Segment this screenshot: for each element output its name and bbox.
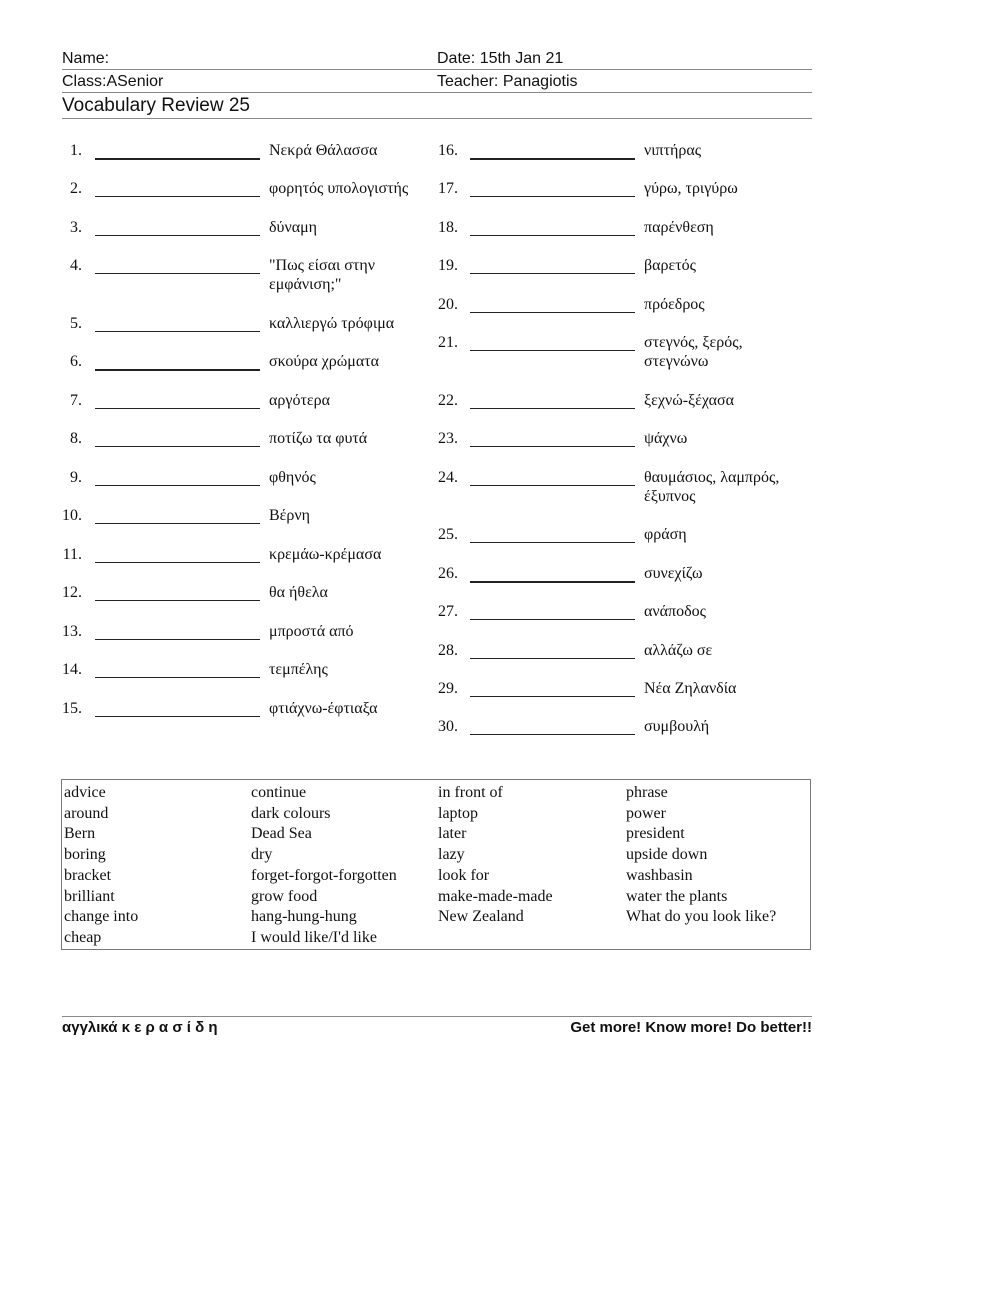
word-bank-entry: around [64,804,109,822]
word-bank-entry: laptop [438,804,478,822]
word-bank-column [64,783,138,949]
greek-term: δύναμη [269,219,318,236]
greek-term: θαυμάσιος, λαμπρός, έξυπνος [644,469,780,505]
answer-blank[interactable] [95,142,260,160]
answer-blank[interactable] [470,565,635,583]
word-bank-entry: make-made-made [438,887,553,905]
item-number: 4. [70,257,82,274]
word-bank-entry: lazy [438,846,465,864]
item-number: 30. [438,718,458,735]
item-number: 20. [438,296,458,313]
footer-divider [62,1016,812,1017]
word-bank [61,779,811,950]
item-number: 5. [70,315,82,332]
greek-term: ψάχνω [644,430,688,447]
word-bank-entry: president [626,825,685,843]
item-number: 9. [70,469,82,486]
answer-blank[interactable] [470,334,635,351]
item-number: 16. [438,142,458,159]
item-number: 22. [438,392,458,409]
greek-term: Νεκρά Θάλασσα [269,142,378,159]
answer-blank[interactable] [95,700,260,717]
answer-blank[interactable] [95,430,260,447]
answer-blank[interactable] [470,603,635,620]
greek-term: σκούρα χρώματα [269,353,380,370]
answer-blank[interactable] [95,507,260,524]
header-row-class-teacher [62,71,812,93]
word-bank-entry: later [438,825,467,843]
answer-blank[interactable] [470,180,635,197]
item-number: 12. [62,584,82,601]
footer-brand: αγγλικά κ ε ρ α σ ί δ η [62,1019,218,1036]
word-bank-entry: continue [251,784,307,801]
greek-term: κρεμάω-κρέμασα [269,546,382,563]
word-bank-entry: brilliant [64,887,115,905]
answer-blank[interactable] [470,642,635,659]
item-number: 15. [62,700,82,717]
answer-blank[interactable] [95,661,260,678]
word-bank-entry: What do you look like? [626,908,777,926]
word-bank-entry: dry [251,846,273,864]
answer-blank[interactable] [470,469,635,486]
answer-blank[interactable] [95,315,260,332]
item-number: 17. [438,180,458,197]
greek-term: Βέρνη [269,507,310,524]
word-bank-entry: power [626,804,666,822]
word-bank-column [438,783,553,928]
answer-blank[interactable] [95,623,260,640]
greek-term: μπροστά από [269,623,354,640]
greek-term: συνεχίζω [644,565,703,582]
answer-blank[interactable] [470,430,635,447]
word-bank-entry: Bern [64,825,96,843]
footer-slogan: Get more! Know more! Do better!! [570,1019,812,1036]
word-bank-entry: water the plants [626,887,728,905]
word-bank-entry: boring [64,846,106,864]
answer-blank[interactable] [95,180,260,197]
item-number: 10. [62,507,82,524]
answer-blank[interactable] [470,296,635,313]
answer-blank[interactable] [95,546,260,563]
greek-term: αλλάζω σε [644,642,713,659]
greek-term: γύρω, τριγύρω [644,180,738,197]
word-bank-entry: in front of [438,784,503,801]
item-number: 3. [70,219,82,236]
item-number: 19. [438,257,458,274]
word-bank-entry: bracket [64,866,112,884]
word-bank-entry: Dead Sea [251,825,312,843]
answer-blank[interactable] [470,142,635,160]
word-bank-entry: look for [438,866,490,884]
answer-blank[interactable] [470,219,635,236]
item-number: 27. [438,603,458,620]
word-bank-entry: cheap [64,928,102,946]
item-number: 23. [438,430,458,447]
item-number: 14. [62,661,82,678]
greek-term: θα ήθελα [269,584,328,601]
header-row-name-date [62,48,812,70]
answer-blank[interactable] [95,219,260,236]
greek-term: νιπτήρας [644,142,702,159]
header-row-title [62,94,812,119]
answer-blank[interactable] [470,257,635,274]
teacher-label: Teacher: Panagiotis [437,73,578,90]
greek-term: φθηνός [269,469,316,486]
greek-term: αργότερα [269,392,330,409]
answer-blank[interactable] [95,392,260,409]
greek-term: "Πως είσαι στην εμφάνιση;" [269,257,375,293]
word-bank-entry: grow food [251,887,318,905]
item-number: 8. [70,430,82,447]
item-number: 6. [70,353,82,370]
greek-term: ποτίζω τα φυτά [269,430,368,447]
word-bank-column [251,783,397,949]
greek-term: πρόεδρος [644,296,705,313]
item-number: 29. [438,680,458,697]
item-number: 26. [438,565,458,582]
greek-term: καλλιεργώ τρόφιμα [269,315,395,332]
greek-term: ανάποδος [644,603,706,620]
word-bank-entry: dark colours [251,804,331,822]
answer-blank[interactable] [470,680,635,697]
word-bank-entry: upside down [626,846,708,864]
greek-term: φορητός υπολογιστής [269,180,409,197]
item-number: 1. [70,142,82,159]
greek-term: στεγνός, ξερός, στεγνώνω [644,334,743,370]
greek-term: συμβουλή [644,718,710,735]
item-number: 11. [62,546,82,563]
item-number: 25. [438,526,458,543]
answer-blank[interactable] [95,469,260,486]
greek-term: ξεχνώ-ξέχασα [644,392,735,409]
answer-blank[interactable] [95,353,260,371]
word-bank-column [626,783,776,928]
greek-term: βαρετός [644,257,696,274]
item-number: 2. [70,180,82,197]
name-label: Name: [62,50,110,67]
item-number: 13. [62,623,82,640]
item-number: 18. [438,219,458,236]
class-label: Class:ASenior [62,73,164,90]
word-bank-entry: I would like/I'd like [251,928,377,946]
word-bank-entry: washbasin [626,866,693,884]
item-number: 21. [438,334,458,351]
answer-blank[interactable] [95,257,260,274]
item-number: 24. [438,469,458,486]
word-bank-entry: hang-hung-hung [251,908,357,926]
page-title: Vocabulary Review 25 [62,95,250,116]
date-label: Date: 15th Jan 21 [437,50,564,67]
answer-blank[interactable] [470,392,635,409]
greek-term: φτιάχνω-έφτιαξα [269,700,378,717]
word-bank-entry: New Zealand [438,908,524,926]
answer-blank[interactable] [470,526,635,543]
greek-term: τεμπέλης [269,661,328,678]
word-bank-entry: advice [64,784,106,801]
word-bank-entry: change into [64,908,139,926]
word-bank-entry: forget-forgot-forgotten [251,866,397,884]
answer-blank[interactable] [470,718,635,735]
answer-blank[interactable] [95,584,260,601]
greek-term: παρένθεση [644,219,714,236]
greek-term: φράση [644,526,687,543]
item-number: 28. [438,642,458,659]
word-bank-entry: phrase [626,784,668,801]
item-number: 7. [70,392,82,409]
greek-term: Νέα Ζηλανδία [644,680,737,697]
